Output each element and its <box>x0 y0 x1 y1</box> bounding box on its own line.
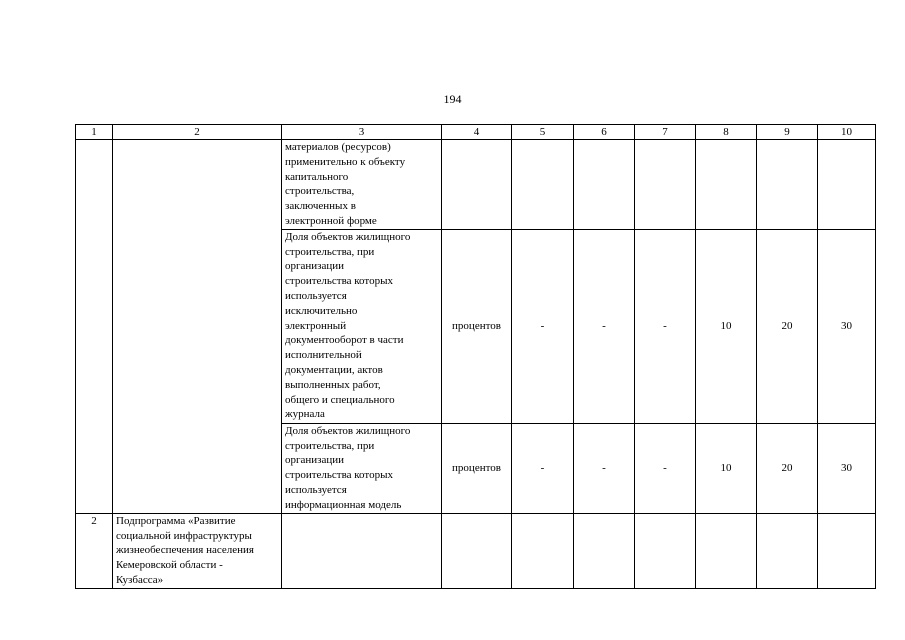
value-cell <box>757 513 818 588</box>
header-cell: 4 <box>442 125 512 140</box>
value-cell <box>512 513 574 588</box>
value-cell <box>757 140 818 230</box>
header-cell: 6 <box>574 125 635 140</box>
indicators-table <box>75 124 876 589</box>
value-cell <box>818 140 876 230</box>
header-row <box>76 125 876 140</box>
unit-cell: процентов <box>442 229 512 423</box>
table-row <box>76 140 876 230</box>
header-cell: 5 <box>512 125 574 140</box>
value-cell <box>635 140 696 230</box>
header-cell: 9 <box>757 125 818 140</box>
indicator-cell <box>282 513 442 588</box>
value-cell: - <box>512 229 574 423</box>
value-cell: - <box>635 423 696 513</box>
value-cell <box>696 140 757 230</box>
value-cell: 10 <box>696 423 757 513</box>
unit-cell <box>442 140 512 230</box>
indicator-cell: Доля объектов жилищного строительства, при организации строительства которых используется информационная модель <box>282 423 442 513</box>
header-cell: 1 <box>76 125 113 140</box>
value-cell <box>512 140 574 230</box>
header-cell: 8 <box>696 125 757 140</box>
value-cell <box>635 513 696 588</box>
row-name-cell <box>113 140 282 514</box>
indicator-cell: Доля объектов жилищного строительства, при организации строительства которых используется исключительно электронный документооборот в части исполнительной документации, актов выполненных работ, общего и специального журнала <box>282 229 442 423</box>
value-cell: - <box>512 423 574 513</box>
header-cell: 10 <box>818 125 876 140</box>
value-cell: 30 <box>818 423 876 513</box>
value-cell: 30 <box>818 229 876 423</box>
table-row <box>76 513 876 588</box>
value-cell <box>574 140 635 230</box>
row-index-cell: 2 <box>76 513 113 588</box>
value-cell: - <box>574 229 635 423</box>
indicator-cell: материалов (ресурсов) применительно к объекту капитального строительства, заключенных в электронной форме <box>282 140 442 230</box>
subprogram-name-cell: Подпрограмма «Развитие социальной инфраструктуры жизнеобеспечения населения Кемеровской области - Кузбасса» <box>113 513 282 588</box>
value-cell <box>574 513 635 588</box>
unit-cell <box>442 513 512 588</box>
header-cell: 2 <box>113 125 282 140</box>
value-cell: 20 <box>757 423 818 513</box>
value-cell: - <box>574 423 635 513</box>
value-cell <box>818 513 876 588</box>
page-number: 194 <box>443 92 462 106</box>
unit-cell: процентов <box>442 423 512 513</box>
row-index-cell <box>76 140 113 514</box>
value-cell: 10 <box>696 229 757 423</box>
value-cell: 20 <box>757 229 818 423</box>
value-cell <box>696 513 757 588</box>
header-cell: 3 <box>282 125 442 140</box>
header-cell: 7 <box>635 125 696 140</box>
value-cell: - <box>635 229 696 423</box>
